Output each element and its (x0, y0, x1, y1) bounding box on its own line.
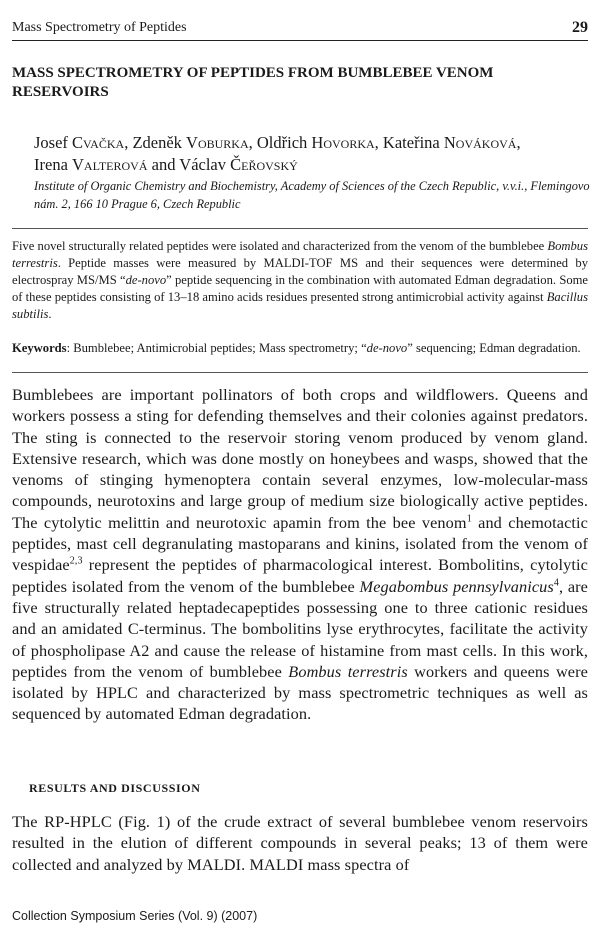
species-name: Bacillus subtilis (12, 289, 588, 321)
author-surname: Valterová (72, 155, 148, 174)
results-paragraph: The RP-HPLC (Fig. 1) of the crude extract of several bumblebee venom reservoirs resulted in the elution of different compounds in several peaks; 13 of them were collected and analyzed by MALDI. MALDI mass spectra of (12, 812, 588, 874)
term: de-novo (366, 341, 408, 355)
affiliation: Institute of Organic Chemistry and Biochemistry, Academy of Sciences of the Czech Republic, v.v.i., Flemingovo nám. 2, 166 10 Prague 6, Czech Republic (34, 179, 590, 211)
author: Oldřich Hovorka (256, 133, 375, 152)
species-name: Megabombus pennsylvanicus (359, 576, 554, 596)
reference-marker[interactable]: 4 (553, 577, 559, 589)
author-surname: Voburka (186, 133, 249, 152)
term: de-novo (125, 272, 167, 287)
introduction-paragraph: Bumblebees are important pollinators of both crops and wildflowers. Queens and workers possess a sting for defending themselves and their colonies against predators. The sting is connected to the reservoir storing venom produced by venom gland. Extensive research, which was done mostly on honeybees and wasps, showed that the venoms of stinging hymenoptera contain several enzymes, low-molecular-mass compounds, neurotoxins and large group of medium size biologically active peptides. The cytolytic melittin and neurotoxic apamin from the bee venom$^1$ and chemotactic peptides, mast cell degranulating mastoparans and kinins, isolated from the venom of vespidae$^{2,3}$ represent the peptides of pharmacological interest. Bombolitins, cytolytic peptides isolated from the venom of the bumblebee Megabombus pennsylvanicus$^4$, are five structurally related heptadecapeptides possessing one to three cationic residues and an amidated C-terminus. The bombolitins lyse erythrocytes, facilitate the activity of phospholipase A2 and cause the release of histamine from mast cells. In this work, peptides from the venom of bumblebee Bombus terrestris workers and queens were isolated by HPLC and characterized by mass spectrometric techniques as well as sequenced by automated Edman degradation. (12, 385, 589, 724)
abstract: Five novel structurally related peptides were isolated and characterized from the venom of the bumblebee Bombus terrestris. Peptide masses were measured by MALDI-TOF MS and their sequences were determined by electrospray MS/MS “de-novo” peptide sequencing in the combination with automated Edman degradation. Some of these peptides consisting of 13–18 amino acids residues presented strong antimicrobial activity against Bacillus subtilis. (12, 239, 588, 321)
author-surname: Hovorka (311, 133, 375, 152)
author-list: Josef Cvačka, Zdeněk Voburka, Oldřich Hovorka, Kateřina Nováková, Irena Valterová and Václav Čeřovský (34, 133, 521, 174)
author: Josef Cvačka (34, 133, 125, 152)
author: Zdeněk Voburka (132, 133, 249, 152)
running-title: Mass Spectrometry of Peptides (12, 20, 187, 35)
author: Kateřina Nováková (382, 133, 517, 152)
author-surname: Čeřovský (230, 155, 298, 174)
species-name: Bombus terrestris (288, 661, 408, 681)
article-title: MASS SPECTROMETRY OF PEPTIDES FROM BUMBLEBEE VENOM RESERVOIRS (12, 65, 494, 100)
reference-marker[interactable]: 1 (466, 513, 472, 525)
abstract-top-rule (12, 228, 588, 229)
author-surname: Cvačka (72, 133, 125, 152)
footer-series: Collection Symposium Series (Vol. 9) (2007) (12, 909, 258, 923)
author-surname: Nováková (443, 133, 517, 152)
species-name: Bombus terrestris (12, 239, 588, 270)
abstract-bottom-rule (12, 372, 588, 373)
author: Irena Valterová (34, 155, 148, 174)
reference-marker[interactable]: 2,3 (69, 555, 83, 567)
keywords-label: Keywords (12, 341, 67, 355)
keywords: Keywords: Bumblebee; Antimicrobial peptides; Mass spectrometry; “de-novo” sequencing; Edman degradation. (12, 341, 581, 355)
author: Václav Čeřovský (179, 155, 298, 174)
page-number: 29 (572, 19, 588, 36)
running-header (12, 18, 588, 41)
section-heading: RESULTS AND DISCUSSION (29, 781, 201, 795)
